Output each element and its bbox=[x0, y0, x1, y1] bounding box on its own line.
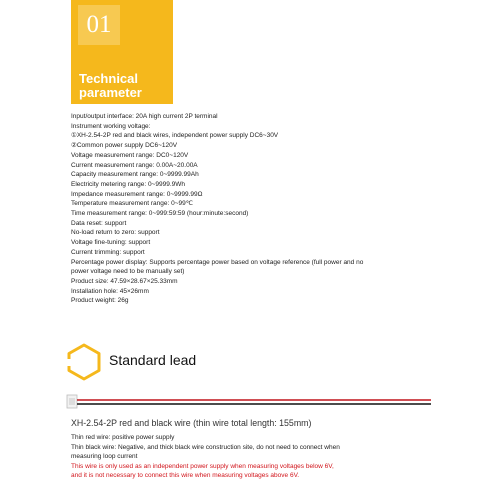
spec-line: ①XH-2.54-2P red and black wires, independent power supply DC6~30V bbox=[71, 132, 279, 140]
spec-line: Voltage measurement range: DC0~120V bbox=[71, 151, 189, 159]
spec-line: Installation hole: 45×26mm bbox=[71, 287, 149, 295]
warning-line: This wire is only used as an independent power supply when measuring voltages below 6V, bbox=[71, 462, 334, 470]
spec-line: Capacity measurement range: 0~9999.99Ah bbox=[71, 171, 199, 179]
spec-line: Data reset: support bbox=[71, 219, 127, 227]
hexagon-outline-icon bbox=[64, 342, 104, 382]
lead-section-title: Standard lead bbox=[109, 352, 197, 368]
spec-line: Current trimming: support bbox=[71, 248, 145, 256]
spec-line: Product size: 47.59×28.67×25.33mm bbox=[71, 277, 178, 285]
section-title: Technical parameter bbox=[79, 71, 142, 100]
note-line: Thin red wire: positive power supply bbox=[71, 434, 175, 441]
spec-line: Time measurement range: 0~999:59:59 (hour:minute:second) bbox=[71, 210, 249, 218]
section-number: 01 bbox=[78, 5, 120, 45]
spec-line: Impedance measurement range: 0~9999.99Ω bbox=[71, 190, 203, 198]
spec-line: Instrument working voltage: bbox=[71, 122, 151, 130]
section-header bbox=[71, 0, 173, 104]
spec-list bbox=[71, 112, 371, 306]
spec-line: No-load return to zero: support bbox=[71, 229, 160, 237]
spec-line: Voltage fine-tuning: support bbox=[71, 239, 151, 247]
note-line: Thin black wire: Negative, and thick black wire construction site, do not need to connect when measuring loop current bbox=[71, 443, 340, 461]
spec-line: Percentage power display: Supports percentage power based on voltage reference (full power and no power voltage need to be manually set) bbox=[71, 258, 364, 276]
wire-caption: XH-2.54-2P red and black wire (thin wire total length: 155mm) bbox=[71, 418, 312, 428]
wire-illustration bbox=[66, 390, 436, 414]
warning-line: and it is not necessary to connect this wire when measuring voltages above 6V. bbox=[71, 472, 300, 480]
spec-line: Product weight: 26g bbox=[71, 297, 129, 305]
spec-line: Electricity metering range: 0~9999.9Wh bbox=[71, 180, 185, 188]
spec-line: ②Common power supply DC6~120V bbox=[71, 142, 178, 150]
spec-line: Current measurement range: 0.00A~20.00A bbox=[71, 161, 198, 169]
wire-notes bbox=[71, 433, 371, 481]
spec-line: Input/output interface: 20A high current 2P terminal bbox=[71, 113, 218, 120]
spec-line: Temperature measurement range: 0~99℃ bbox=[71, 200, 194, 208]
